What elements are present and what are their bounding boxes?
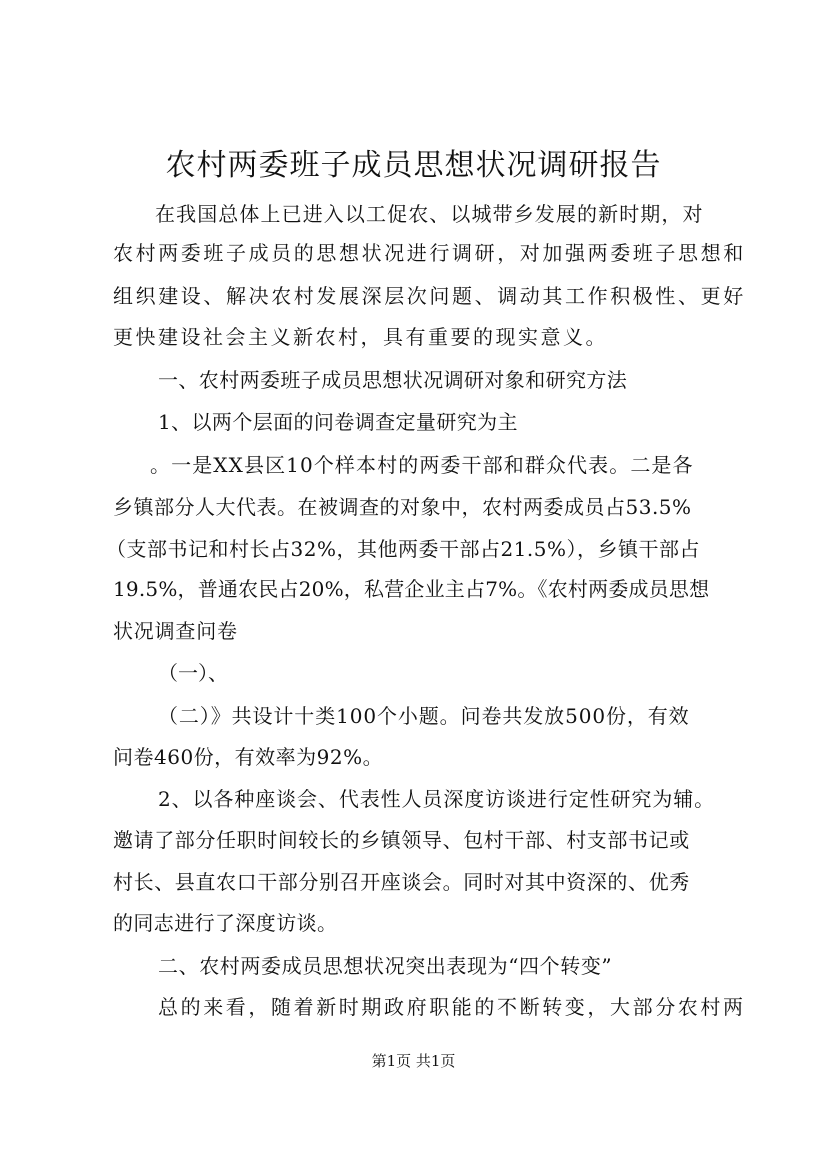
section-heading-1: 一、农村两委班子成员思想状况调研对象和研究方法 <box>158 368 628 392</box>
paragraph-line: 。一是XX县区10个样本村的两委干部和群众代表。二是各 <box>150 453 694 477</box>
subsection-heading-1: 1、以两个层面的问卷调查定量研究为主 <box>158 410 518 434</box>
paragraph-line: 组织建设、解决农村发展深层次问题、调动其工作积极性、更好 <box>113 284 746 308</box>
paragraph-line: 总的来看，随着新时期政府职能的不断转变，大部分农村两 <box>158 995 746 1019</box>
paragraph-line: （一）、 <box>158 661 228 685</box>
paragraph-line: （支部书记和村长占32%，其他两委干部占21.5%），乡镇干部占 <box>106 537 700 561</box>
paragraph-line: 问卷460份，有效率为92%。 <box>113 745 384 769</box>
section-heading-2: 二、农村两委成员思想状况突出表现为“四个转变” <box>158 954 613 978</box>
subsection-heading-2: 2、以各种座谈会、代表性人员深度访谈进行定性研究为辅。 <box>158 787 716 811</box>
paragraph-line: （二）》共设计十类100个小题。问卷共发放500份，有效 <box>158 704 690 728</box>
paragraph-line: 邀请了部分任职时间较长的乡镇领导、包村干部、村支部书记或 <box>113 828 690 852</box>
page-number: 第1页 共1页 <box>371 1052 456 1070</box>
paragraph-line: 更快建设社会主义新农村，具有重要的现实意义。 <box>113 325 608 349</box>
paragraph-line: 农村两委班子成员的思想状况进行调研，对加强两委班子思想和 <box>113 241 746 265</box>
paragraph-line: 状况调查问卷 <box>113 619 238 643</box>
paragraph-line: 19.5%，普通农民占20%，私营企业主占7%。《农村两委成员思想 <box>113 577 710 601</box>
paragraph-line: 的同志进行了深度访谈。 <box>113 911 338 935</box>
paragraph-line: 在我国总体上已进入以工促农、以城带乡发展的新时期，对 <box>155 202 704 226</box>
paragraph-line: 村长、县直农口干部分别召开座谈会。同时对其中资深的、优秀 <box>113 870 690 894</box>
paragraph-line: 乡镇部分人大代表。在被调查的对象中，农村两委成员占53.5% <box>113 495 692 519</box>
document-title: 农村两委班子成员思想状况调研报告 <box>165 148 662 183</box>
